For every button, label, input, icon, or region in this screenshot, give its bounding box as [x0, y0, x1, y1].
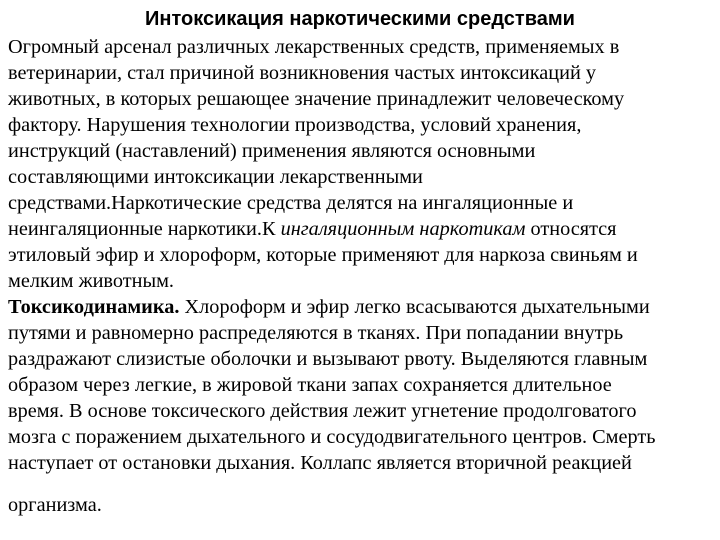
italic-term: ингаляционным наркотикам: [280, 218, 526, 240]
text-line: животных, в которых решающее значение принадлежит человеческому: [8, 88, 625, 110]
text-line: ветеринарии, стал причиной возникновения частых интоксикаций у: [8, 62, 597, 84]
text-line: Огромный арсенал различных лекарственных средств, применяемых в: [8, 36, 620, 58]
text-line: фактору. Нарушения технологии производства, условий хранения,: [8, 114, 582, 136]
slide-body-text: [8, 34, 720, 518]
text-line: [8, 294, 720, 320]
text-segment: относятся: [525, 218, 617, 240]
text-segment: неингаляционные наркотики.К: [8, 218, 281, 240]
section-heading: Токсикодинамика.: [8, 296, 180, 318]
text-line: путями и равномерно распределяются в тканях. При попадании внутрь: [8, 322, 624, 344]
text-line: мелким животным.: [8, 270, 174, 292]
text-line: мозга с поражением дыхательного и сосудодвигательного центров. Смерть: [8, 426, 656, 448]
text-segment: Хлороформ и эфир легко всасываются дыхательными: [179, 296, 650, 318]
text-line: время. В основе токсического действия лежит угнетение продолговатого: [8, 400, 637, 422]
text-line: наступает от остановки дыхания. Коллапс является вторичной реакцией: [8, 452, 632, 474]
slide-title: Интоксикация наркотическими средствами: [145, 8, 575, 30]
text-line: образом через легкие, в жировой ткани запах сохраняется длительное: [8, 374, 612, 396]
text-line: раздражают слизистые оболочки и вызывают рвоту. Выделяются главным: [8, 348, 648, 370]
text-line: этиловый эфир и хлороформ, которые применяют для наркоза свиньям и: [8, 244, 638, 266]
text-line: [8, 216, 720, 242]
text-line: инструкций (наставлений) применения являются основными: [8, 140, 536, 162]
text-line: средствами.Наркотические средства делятся на ингаляционные и: [8, 192, 574, 214]
text-line: составляющими интоксикации лекарственными: [8, 166, 423, 188]
text-line: организма.: [8, 494, 102, 516]
